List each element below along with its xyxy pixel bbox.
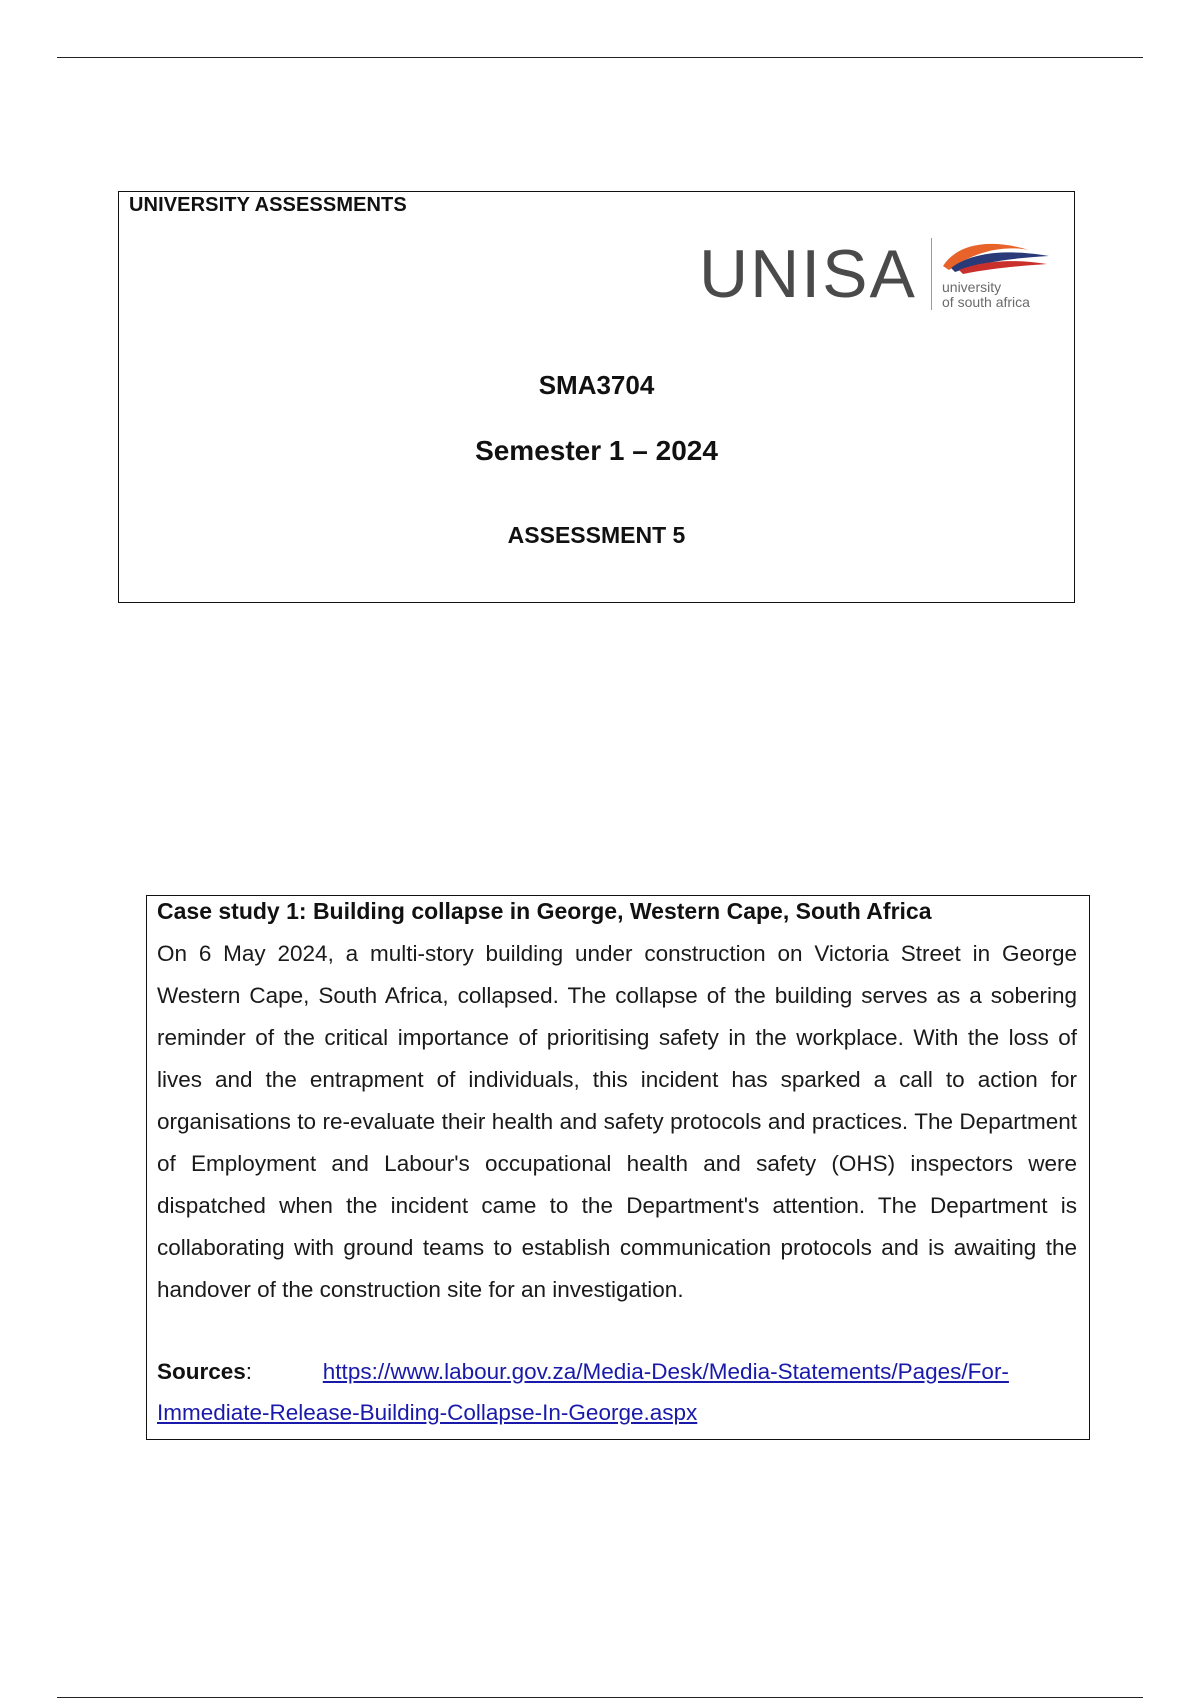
- unisa-logo: [699, 236, 1059, 316]
- sources-link[interactable]: https://www.labour.gov.za/Media-Desk/Media-Statements/Pages/For-Immediate-Release-Building-Collapse-In-George.aspx: [157, 1359, 1009, 1425]
- logo-tagline-line2: of south africa: [942, 294, 1030, 310]
- assessment-title: ASSESSMENT 5: [507, 522, 686, 548]
- case-study-title: Case study 1: Building collapse in George, Western Cape, South Africa: [157, 898, 932, 924]
- cover-box: [118, 191, 1075, 603]
- logo-wordmark: UNISA: [699, 236, 917, 312]
- logo-divider: [931, 238, 932, 310]
- logo-tagline-line1: university: [942, 279, 1002, 295]
- semester-title: Semester 1 – 2024: [475, 435, 718, 466]
- sources-line: [157, 1351, 1077, 1433]
- case-study-box: [146, 895, 1090, 1440]
- sources-colon: :: [245, 1359, 253, 1384]
- top-rule: [57, 57, 1143, 58]
- logo-swoosh-icon: [939, 236, 1051, 278]
- cover-heading: UNIVERSITY ASSESSMENTS: [129, 194, 407, 216]
- logo-tagline: [942, 280, 1030, 310]
- bottom-rule: [57, 1697, 1143, 1698]
- sources-label: Sources: [157, 1359, 246, 1384]
- course-code: SMA3704: [538, 370, 655, 400]
- case-study-body: On 6 May 2024, a multi-story building under construction on Victoria Street in George Western Cape, South Africa, collapsed. The collapse of the building serves as a sobering reminder of the critical importance of prioritising safety in the workplace. With the loss of lives and the entrapment of individuals, this incident has sparked a call to action for organisations to re-evaluate their health and safety protocols and practices. The Department of Employment and Labour's occupational health and safety (OHS) inspectors were dispatched when the incident came to the Department's attention. The Department is collaborating with ground teams to establish communication protocols and is awaiting the handover of the construction site for an investigation.: [157, 941, 1077, 1302]
